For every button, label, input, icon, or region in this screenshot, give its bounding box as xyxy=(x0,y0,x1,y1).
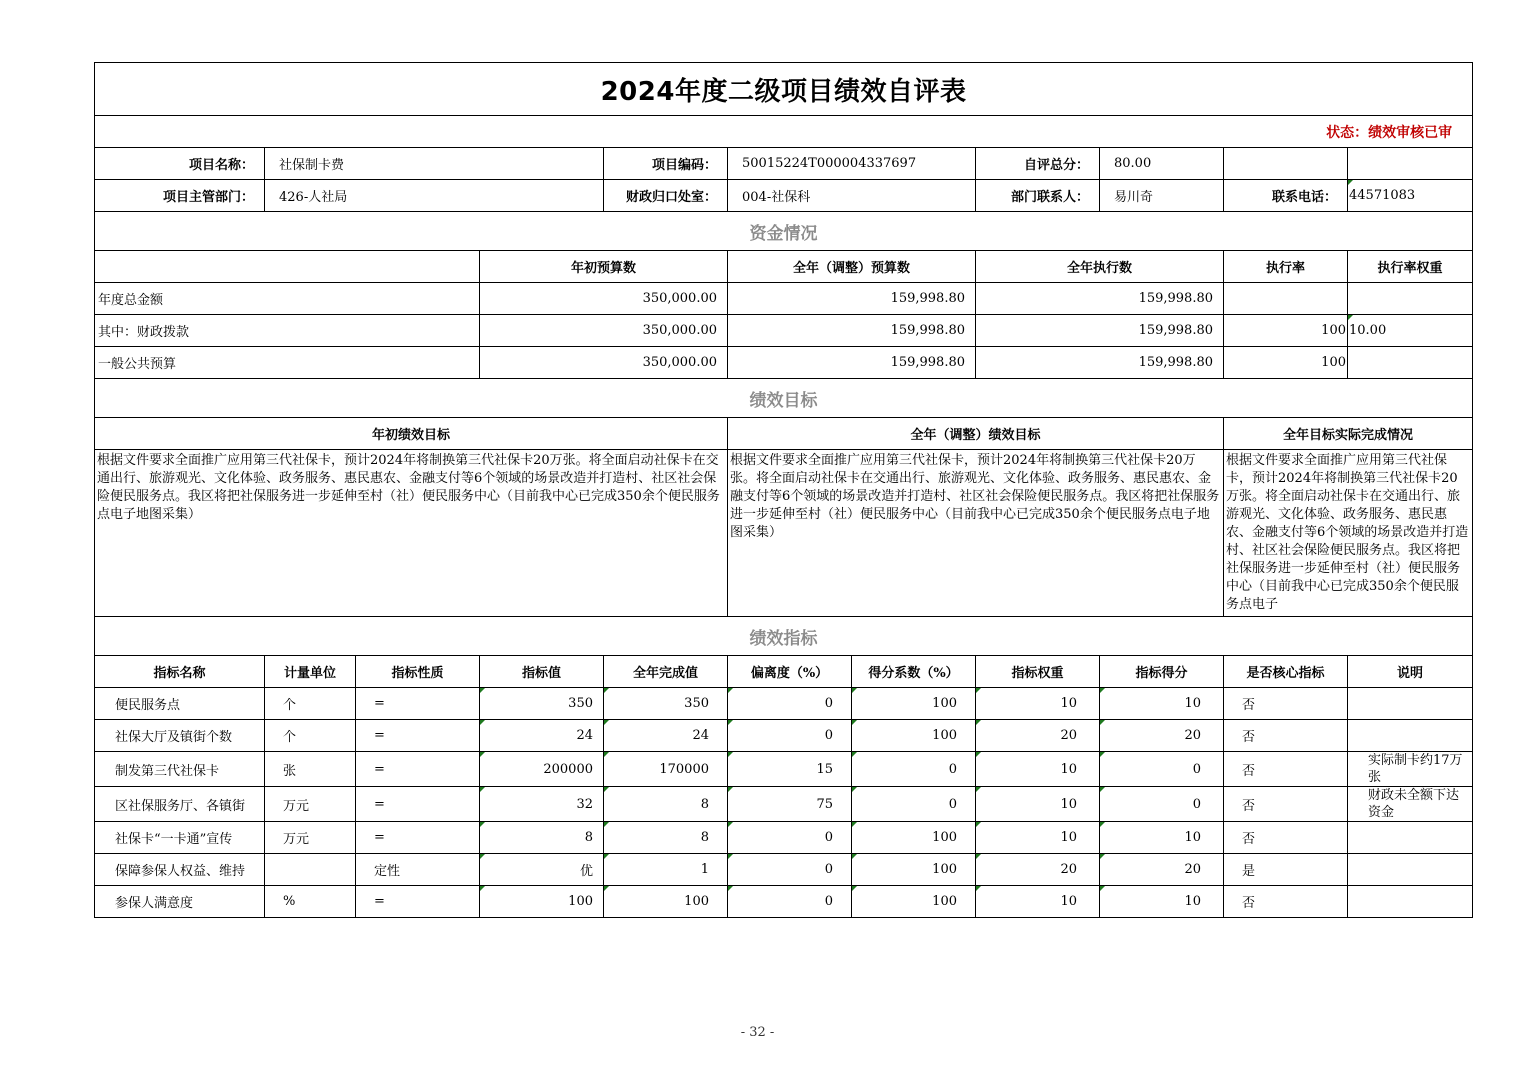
ind-header-coef: 得分系数（%） xyxy=(852,656,976,688)
ind-unit: 万元 xyxy=(265,787,356,822)
funds-row-weight xyxy=(1348,283,1473,315)
ind-weight: 20 xyxy=(976,854,1100,886)
page-number: - 32 - xyxy=(740,1025,775,1040)
ind-target: 优 xyxy=(480,854,604,886)
ind-weight: 10 xyxy=(976,688,1100,720)
ind-deviation: 0 xyxy=(728,822,852,854)
ind-name: 区社保服务厅、各镇街 xyxy=(95,787,265,822)
ind-deviation: 0 xyxy=(728,886,852,918)
ind-coef: 100 xyxy=(852,886,976,918)
funds-row-name: 其中：财政拨款 xyxy=(95,315,480,347)
empty-cell xyxy=(1224,148,1348,180)
ind-weight: 20 xyxy=(976,720,1100,752)
ind-core: 否 xyxy=(1224,688,1348,720)
finance-office-label: 财政归口处室： xyxy=(604,180,728,212)
funds-row-adjusted: 159,998.80 xyxy=(728,315,976,347)
ind-header-note: 说明 xyxy=(1348,656,1473,688)
ind-unit: 张 xyxy=(265,752,356,787)
ind-deviation: 0 xyxy=(728,720,852,752)
ind-target: 200000 xyxy=(480,752,604,787)
goals-header-initial: 年初绩效目标 xyxy=(95,418,728,450)
ind-core: 否 xyxy=(1224,822,1348,854)
indicators-section-title: 绩效指标 xyxy=(95,617,1473,656)
dept-label: 项目主管部门： xyxy=(95,180,265,212)
performance-table xyxy=(94,62,1473,918)
ind-core: 是 xyxy=(1224,854,1348,886)
ind-note xyxy=(1348,720,1473,752)
ind-score: 20 xyxy=(1100,720,1224,752)
empty-cell xyxy=(95,251,480,283)
ind-name: 便民服务点 xyxy=(95,688,265,720)
ind-unit: 个 xyxy=(265,688,356,720)
ind-score: 10 xyxy=(1100,886,1224,918)
goals-section-title: 绩效目标 xyxy=(95,379,1473,418)
ind-header-weight: 指标权重 xyxy=(976,656,1100,688)
ind-score: 0 xyxy=(1100,787,1224,822)
ind-actual: 8 xyxy=(604,822,728,854)
ind-weight: 10 xyxy=(976,787,1100,822)
ind-core: 否 xyxy=(1224,720,1348,752)
ind-header-name: 指标名称 xyxy=(95,656,265,688)
ind-header-score: 指标得分 xyxy=(1100,656,1224,688)
ind-nature: = xyxy=(356,787,480,822)
funds-row-adjusted: 159,998.80 xyxy=(728,347,976,379)
ind-weight: 10 xyxy=(976,752,1100,787)
ind-note xyxy=(1348,822,1473,854)
ind-coef: 100 xyxy=(852,720,976,752)
ind-actual: 8 xyxy=(604,787,728,822)
funds-row-weight: 10.00 xyxy=(1348,315,1473,347)
ind-coef: 100 xyxy=(852,854,976,886)
ind-target: 100 xyxy=(480,886,604,918)
ind-deviation: 0 xyxy=(728,854,852,886)
funds-row xyxy=(95,283,1473,315)
funds-row-executed: 159,998.80 xyxy=(976,347,1224,379)
ind-weight: 10 xyxy=(976,886,1100,918)
ind-deviation: 75 xyxy=(728,787,852,822)
funds-row-initial: 350,000.00 xyxy=(480,315,728,347)
ind-note: 财政未全额下达资金 xyxy=(1348,787,1473,822)
ind-note xyxy=(1348,854,1473,886)
ind-header-deviation: 偏离度（%） xyxy=(728,656,852,688)
funds-row-rate: 100 xyxy=(1224,315,1348,347)
ind-name: 参保人满意度 xyxy=(95,886,265,918)
empty-cell xyxy=(1348,148,1473,180)
ind-name: 保障参保人权益、维持 xyxy=(95,854,265,886)
ind-target: 32 xyxy=(480,787,604,822)
ind-note xyxy=(1348,886,1473,918)
ind-score: 0 xyxy=(1100,752,1224,787)
indicator-row xyxy=(95,854,1473,886)
funds-row xyxy=(95,347,1473,379)
ind-score: 20 xyxy=(1100,854,1224,886)
funds-header-weight: 执行率权重 xyxy=(1348,251,1473,283)
ind-actual: 170000 xyxy=(604,752,728,787)
funds-row-name: 年度总金额 xyxy=(95,283,480,315)
ind-nature: = xyxy=(356,752,480,787)
phone-label: 联系电话： xyxy=(1224,180,1348,212)
indicator-row xyxy=(95,886,1473,918)
ind-core: 否 xyxy=(1224,787,1348,822)
ind-nature: = xyxy=(356,688,480,720)
ind-score: 10 xyxy=(1100,688,1224,720)
ind-header-unit: 计量单位 xyxy=(265,656,356,688)
ind-name: 制发第三代社保卡 xyxy=(95,752,265,787)
ind-note xyxy=(1348,688,1473,720)
ind-core: 否 xyxy=(1224,752,1348,787)
ind-score: 10 xyxy=(1100,822,1224,854)
ind-target: 350 xyxy=(480,688,604,720)
funds-section-title: 资金情况 xyxy=(95,212,1473,251)
funds-header-rate: 执行率 xyxy=(1224,251,1348,283)
ind-nature: = xyxy=(356,886,480,918)
project-code-label: 项目编码： xyxy=(604,148,728,180)
ind-nature: = xyxy=(356,822,480,854)
ind-header-actual: 全年完成值 xyxy=(604,656,728,688)
project-code-value: 50015224T000004337697 xyxy=(728,148,976,180)
funds-row-weight xyxy=(1348,347,1473,379)
ind-core: 否 xyxy=(1224,886,1348,918)
ind-note: 实际制卡约17万张 xyxy=(1348,752,1473,787)
ind-actual: 1 xyxy=(604,854,728,886)
indicator-row xyxy=(95,787,1473,822)
funds-row-name: 一般公共预算 xyxy=(95,347,480,379)
total-score-value: 80.00 xyxy=(1100,148,1224,180)
ind-unit: 万元 xyxy=(265,822,356,854)
funds-row-executed: 159,998.80 xyxy=(976,283,1224,315)
funds-row-initial: 350,000.00 xyxy=(480,347,728,379)
ind-actual: 100 xyxy=(604,886,728,918)
project-name-label: 项目名称： xyxy=(95,148,265,180)
goal-initial-text: 根据文件要求全面推广应用第三代社保卡，预计2024年将制换第三代社保卡20万张。将全面启动社保卡在交通出行、旅游观光、文化体验、政务服务、惠民惠农、金融支付等6个领域的场景改造并打造村、社区社会保险便民服务点。我区将把社保服务进一步延伸至村（社）便民服务中心（目前我中心已完成350余个便民服务点电子地图采集） xyxy=(95,450,728,617)
total-score-label: 自评总分： xyxy=(976,148,1100,180)
ind-coef: 0 xyxy=(852,787,976,822)
indicator-row xyxy=(95,688,1473,720)
funds-row-rate xyxy=(1224,283,1348,315)
goals-header-actual: 全年目标实际完成情况 xyxy=(1224,418,1473,450)
ind-name: 社保大厅及镇街个数 xyxy=(95,720,265,752)
funds-header-adjusted: 全年（调整）预算数 xyxy=(728,251,976,283)
ind-unit xyxy=(265,854,356,886)
ind-target: 24 xyxy=(480,720,604,752)
ind-actual: 350 xyxy=(604,688,728,720)
finance-office-value: 004-社保科 xyxy=(728,180,976,212)
funds-row xyxy=(95,315,1473,347)
funds-header-executed: 全年执行数 xyxy=(976,251,1224,283)
ind-coef: 100 xyxy=(852,688,976,720)
ind-name: 社保卡“一卡通”宣传 xyxy=(95,822,265,854)
indicator-row xyxy=(95,752,1473,787)
ind-deviation: 15 xyxy=(728,752,852,787)
ind-deviation: 0 xyxy=(728,688,852,720)
ind-nature: 定性 xyxy=(356,854,480,886)
goal-adjusted-text: 根据文件要求全面推广应用第三代社保卡，预计2024年将制换第三代社保卡20万张。将全面启动社保卡在交通出行、旅游观光、文化体验、政务服务、惠民惠农、金融支付等6个领域的场景改造并打造村、社区社会保险便民服务点。我区将把社保服务进一步延伸至村（社）便民服务中心（目前我中心已完成350余个便民服务点电子地图采集） xyxy=(728,450,1224,617)
funds-row-adjusted: 159,998.80 xyxy=(728,283,976,315)
ind-weight: 10 xyxy=(976,822,1100,854)
ind-coef: 0 xyxy=(852,752,976,787)
ind-unit: 个 xyxy=(265,720,356,752)
funds-header-initial: 年初预算数 xyxy=(480,251,728,283)
ind-coef: 100 xyxy=(852,822,976,854)
funds-row-rate: 100 xyxy=(1224,347,1348,379)
dept-value: 426-人社局 xyxy=(265,180,604,212)
project-name-value: 社保制卡费 xyxy=(265,148,604,180)
ind-unit: % xyxy=(265,886,356,918)
ind-header-core: 是否核心指标 xyxy=(1224,656,1348,688)
ind-header-target: 指标值 xyxy=(480,656,604,688)
ind-actual: 24 xyxy=(604,720,728,752)
indicator-row xyxy=(95,720,1473,752)
indicator-row xyxy=(95,822,1473,854)
status-label: 状态：绩效审核已审 xyxy=(95,116,1473,148)
phone-value: 44571083 xyxy=(1348,180,1473,212)
ind-target: 8 xyxy=(480,822,604,854)
ind-header-nature: 指标性质 xyxy=(356,656,480,688)
goals-header-adjusted: 全年（调整）绩效目标 xyxy=(728,418,1224,450)
contact-value: 易川奇 xyxy=(1100,180,1224,212)
goal-actual-text: 根据文件要求全面推广应用第三代社保卡，预计2024年将制换第三代社保卡20万张。将全面启动社保卡在交通出行、旅游观光、文化体验、政务服务、惠民惠农、金融支付等6个领域的场景改造并打造村、社区社会保险便民服务点。我区将把社保服务进一步延伸至村（社）便民服务中心（目前我中心已完成350余个便民服务点电子 xyxy=(1224,450,1473,617)
page-title: 2024年度二级项目绩效自评表 xyxy=(95,63,1473,116)
ind-nature: = xyxy=(356,720,480,752)
funds-row-initial: 350,000.00 xyxy=(480,283,728,315)
funds-row-executed: 159,998.80 xyxy=(976,315,1224,347)
contact-label: 部门联系人： xyxy=(976,180,1100,212)
